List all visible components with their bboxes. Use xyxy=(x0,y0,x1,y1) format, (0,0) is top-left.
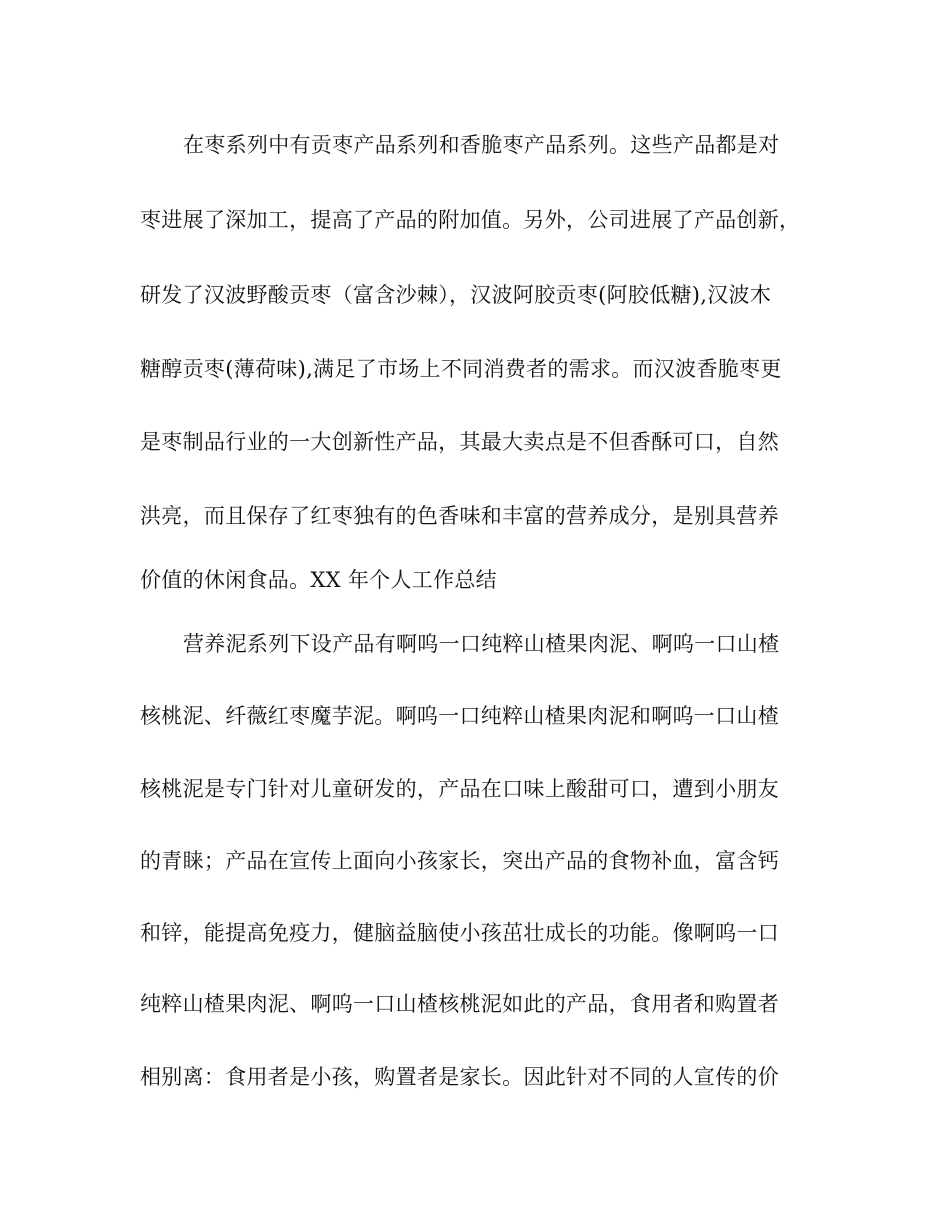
paragraph-2-line-7: 相别离：食用者是小孩，购置者是家长。因此针对不同的人宣传的价 xyxy=(140,1065,779,1089)
paragraph-1-line-4: 糖醇贡枣(薄荷味),满足了市场上不同消费者的需求。而汉波香脆枣更 xyxy=(140,357,782,381)
paragraph-2-line-5: 和锌，能提高免疫力，健脑益脑使小孩茁壮成长的功能。像啊呜一口 xyxy=(140,921,779,945)
paragraph-2-line-3: 核桃泥是专门针对儿童研发的，产品在口味上酸甜可口，遭到小朋友 xyxy=(140,777,779,801)
paragraph-1-line-7: 价值的休闲食品。XX 年个人工作总结 xyxy=(140,568,497,592)
paragraph-1-line-1: 在枣系列中有贡枣产品系列和香脆枣产品系列。这些产品都是对 xyxy=(183,133,780,157)
paragraph-2-line-2: 核桃泥、纤薇红枣魔芋泥。啊呜一口纯粹山楂果肉泥和啊呜一口山楂 xyxy=(140,704,779,728)
paragraph-1-line-3: 研发了汉波野酸贡枣（富含沙棘），汉波阿胶贡枣(阿胶低糖),汉波木 xyxy=(140,283,772,307)
paragraph-1-line-2: 枣进展了深加工，提高了产品的附加值。另外，公司进展了产品创新， xyxy=(140,208,801,232)
paragraph-2-line-6: 纯粹山楂果肉泥、啊呜一口山楂核桃泥如此的产品，食用者和购置者 xyxy=(140,992,779,1016)
paragraph-1-line-5: 是枣制品行业的一大创新性产品，其最大卖点是不但香酥可口，自然 xyxy=(140,430,779,454)
paragraph-2-line-1: 营养泥系列下设产品有啊呜一口纯粹山楂果肉泥、啊呜一口山楂 xyxy=(183,632,780,656)
paragraph-1-line-6: 洪亮，而且保存了红枣独有的色香味和丰富的营养成分，是别具营养 xyxy=(140,504,779,528)
paragraph-2-line-4: 的青睐；产品在宣传上面向小孩家长，突出产品的食物补血，富含钙 xyxy=(140,849,779,873)
